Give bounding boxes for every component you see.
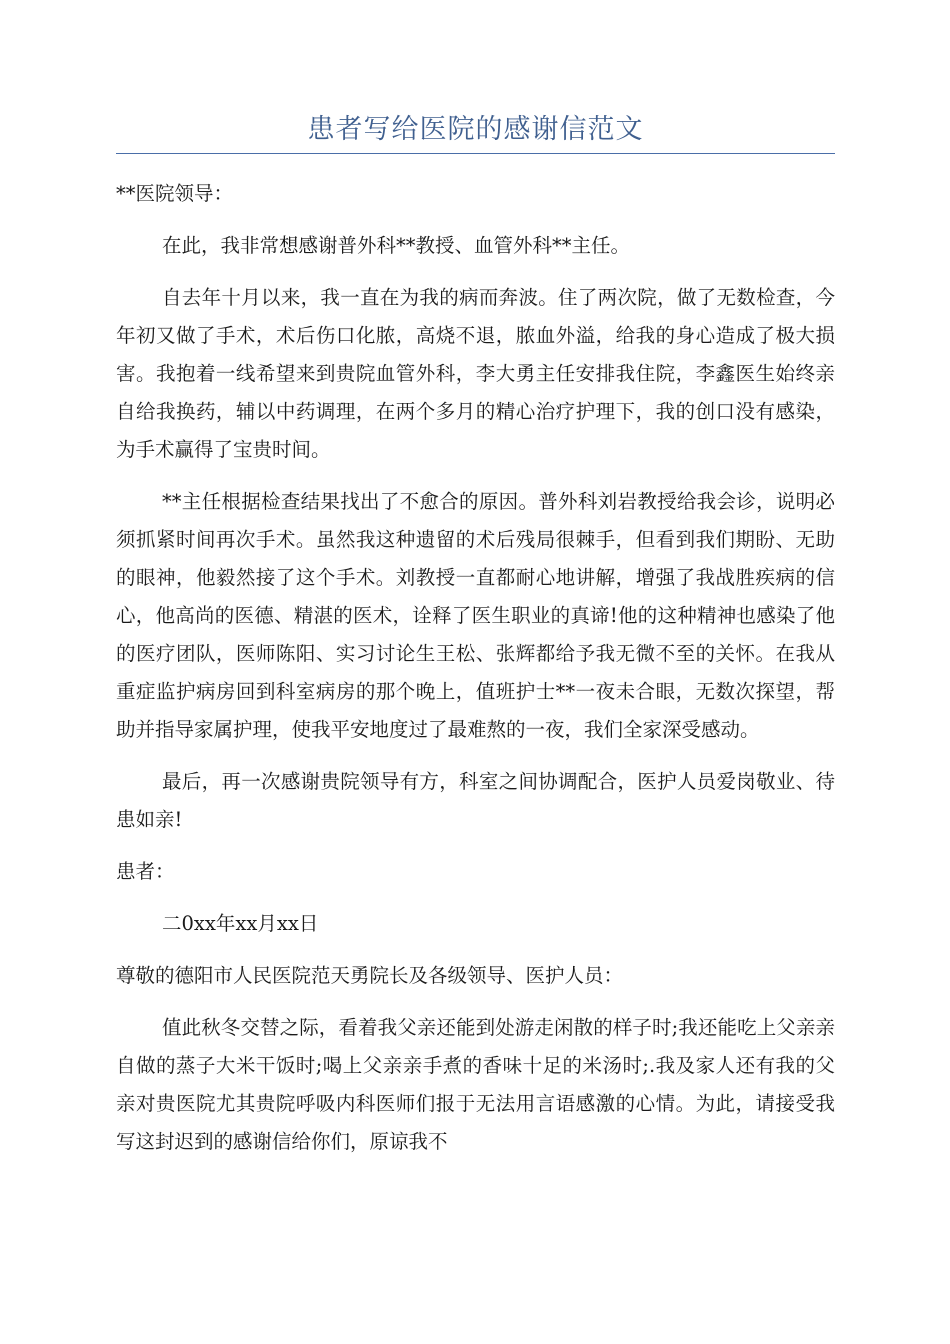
letter1-paragraph-1: 在此，我非常想感谢普外科**教授、血管外科**主任。 (162, 234, 631, 257)
letter1-signature: 患者： (116, 860, 175, 883)
letter1-paragraph-4: 最后，再一次感谢贵院领导有方，科室之间协调配合，医护人员爱岗敬业、待患如亲! (116, 770, 835, 831)
letter1-paragraph-3: **主任根据检查结果找出了不愈合的原因。普外科刘岩教授给我会诊，说明必须抓紧时间再次手术。虽然我这种遗留的术后残局很棘手，但看到我们期盼、无助的眼神，他毅然接了这个手术。刘教授一直都耐心地讲解，增强了我战胜疾病的信心，他高尚的医德、精湛的医术，诠释了医生职业的真谛!他的这种精神也感染了他的医疗团队，医师陈阳、实习讨论生王松、张辉都给予我无微不至的关怀。在我从重症监护病房回到科室病房的那个晚上，值班护士**一夜未合眼，无数次探望，帮助并指导家属护理，使我平安地度过了最难熬的一夜，我们全家深受感动。 (116, 490, 835, 741)
letter1-date: 二0xx年xx月xx日 (162, 912, 319, 935)
letter2-salutation: 尊敬的德阳市人民医院范天勇院长及各级领导、医护人员： (116, 964, 624, 987)
letter1-salutation: **医院领导： (116, 182, 234, 205)
title-underline (116, 153, 835, 154)
document-title: 患者写给医院的感谢信范文 (307, 114, 644, 145)
letter1-paragraph-2: 自去年十月以来，我一直在为我的病而奔波。住了两次院，做了无数检查，今年初又做了手术，术后伤口化脓，高烧不退，脓血外溢，给我的身心造成了极大损害。我抱着一线希望来到贵院血管外科，李大勇主任安排我住院，李鑫医生始终亲自给我换药，辅以中药调理，在两个多月的精心治疗护理下，我的创口没有感染，为手术赢得了宝贵时间。 (116, 286, 835, 461)
letter2-paragraph-1: 值此秋冬交替之际，看着我父亲还能到处游走闲散的样子时;我还能吃上父亲亲自做的蒸子大米干饭时;喝上父亲亲手煮的香味十足的米汤时;.我及家人还有我的父亲对贵医院尤其贵院呼吸内科医师们报于无法用言语感激的心情。为此，请接受我写这封迟到的感谢信给你们，原谅我不 (116, 1016, 835, 1153)
document-body (116, 175, 835, 1175)
